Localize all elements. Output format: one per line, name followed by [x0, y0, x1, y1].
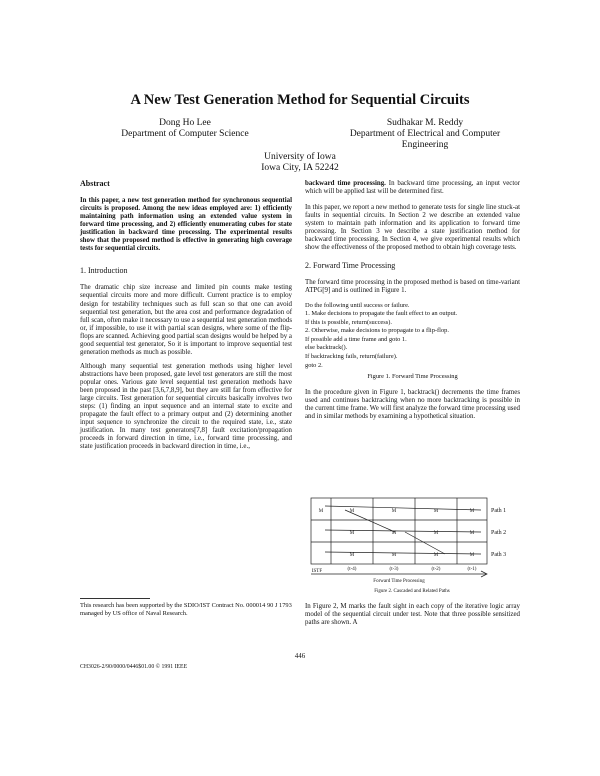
university-block: [200, 152, 400, 174]
fault-site-label: M: [469, 531, 475, 536]
fault-site-label: M: [391, 509, 397, 514]
figure2-caption: Figure 2. Cascaded and Related Paths: [374, 589, 450, 594]
right-paragraph-1: In this paper, we report a new method to generate tests for single line stuck-at faults in sequential circuits. In Section 2 we describe an extended value system to maintain path information and its application to forward time processing. In Section 3 we describe a state justification method for backward time processing. In Section 4, we give experimental results which show the effectiveness of the proposed method to obtain high coverage tests.: [305, 204, 520, 252]
fault-site-label: M: [391, 553, 397, 558]
page-number: 446: [294, 652, 306, 660]
author-block-2: [320, 118, 530, 151]
author-block-1: [95, 118, 275, 140]
author-name-2: Sudhakar M. Reddy: [386, 118, 464, 128]
footnote-rule: [80, 598, 150, 599]
section2-heading: 2. Forward Time Processing: [305, 261, 396, 271]
time-label: (t-4): [347, 567, 357, 572]
code-line: 2. Otherwise, make decisions to propagate to a flip-flop.: [305, 327, 449, 335]
intro-paragraph-2: Although many sequential test generation methods using higher level abstractions have been proposed, gate level test generators are still the most popular ones. Various gate level sequential test generation methods have been proposed in the past [3,6,7,8,9], but they are still far from effective for large circuits. Test generation for sequential circuits basically involves two steps: (1) finding an input sequence and an internal state to excite and propagate the fault effect to a primary output and (2) determining another input sequence to synchronize the circuit to the required state, i.e., state justification. In many test generators[7,8] fault excitation/propagation proceeds in forward direction in time, i.e., forward time processing, and state justification proceeds in backward direction in time, i.e.,: [80, 362, 292, 451]
left-column: [80, 180, 292, 457]
fault-site-label: M: [349, 509, 355, 514]
author-affiliation-2b: Engineering: [401, 140, 449, 150]
figure1-caption: Figure 1. Forward Time Processing: [367, 373, 458, 381]
intro-heading: 1. Introduction: [80, 266, 128, 276]
fault-site-label: M: [318, 509, 324, 514]
code-line: If this is possible, return(success).: [305, 318, 392, 326]
right-paragraph-0: In backward time processing, an input vector which will be applied last will be determined first.: [305, 180, 521, 196]
path-label-3: Path 3: [491, 552, 507, 558]
code-line: Do the following until success or failure.: [305, 301, 410, 309]
fault-site-label: M: [391, 531, 397, 536]
author-name-1: Dong Ho Lee: [159, 118, 211, 128]
right-paragraph-3: In the procedure given in Figure 1, backtrack() decrements the time frames used and continues backtracking when no more backtracking is possible in the current time frame. We will first analyze the forward time processing used and in similar methods by examining a hypothetical situation.: [305, 389, 520, 421]
author-affiliation-2a: Department of Electrical and Computer: [349, 129, 501, 139]
code-line: If backtracking fails, return(failure).: [305, 353, 398, 361]
abstract-heading: Abstract: [80, 179, 110, 188]
footnote: This research has been supported by the SDIO/IST Contract No. 000014 90 J 1793 managed by US office of Naval Research.: [80, 602, 292, 617]
code-line: If possible add a time frame and goto 1.: [305, 335, 407, 343]
abstract-text: In this paper, a new test generation method for synchronous sequential circuits is proposed. Among the new ideas employed are: 1) efficiently maintaining path information using an extended value system in forward time processing, and 2) efficiently enumerating cubes for state justification in backward time processing. The experimental results show that the proposed method is effective in generating high coverage tests for sequential circuits.: [80, 197, 292, 253]
right-column-bottom: [305, 603, 520, 633]
author-affiliation-1: Department of Computer Science: [121, 129, 249, 139]
university-city: Iowa City, IA 52242: [261, 163, 339, 173]
right-paragraph-2: The forward time processing in the proposed method is based on time-variant ATPG[9] and is outlined in Figure 1.: [305, 279, 520, 295]
fault-site-label: M: [469, 509, 475, 514]
time-label: ISTF: [311, 569, 323, 574]
fault-site-label: M: [349, 553, 355, 558]
university-name: University of Iowa: [264, 152, 336, 162]
time-label: (t-1): [467, 567, 477, 572]
code-line: else backtrack().: [305, 344, 348, 352]
right-paragraph-4: In Figure 2, M marks the fault sight in each copy of the iterative logic array model of the sequential circuit under test. Note that three possible sensitized paths are shown. A: [305, 603, 520, 627]
path-label-2: Path 2: [491, 530, 507, 536]
fault-site-label: M: [433, 531, 439, 536]
axis-label: Forward Time Processing: [373, 579, 425, 584]
backward-time-term: backward time processing.: [305, 180, 386, 187]
paper-title: A New Test Generation Method for Sequential Circuits: [130, 92, 470, 108]
code-line: goto 2.: [305, 361, 323, 369]
fault-site-label: M: [349, 531, 355, 536]
footer-copyright: CH3026-2/90/0000/0446$01.00 © 1991 IEEE: [80, 664, 188, 670]
path-label-1: Path 1: [491, 508, 507, 514]
fault-site-label: M: [433, 509, 439, 514]
procedure-listing: [305, 302, 520, 371]
fault-site-label: M: [469, 553, 475, 558]
fault-site-label: M: [433, 553, 439, 558]
figure2-diagram: [305, 496, 520, 594]
intro-paragraph-1: The dramatic chip size increase and limited pin counts make testing sequential circuits more and more difficult. Current practice is to employ design for testability techniques such as full scan so that one can avoid sequential test generation, but the area cost and performance degradation of full scan, often make it necessary to use a sequential test generation methods or, if impossible, to use it with partial scan designs, where some of the flip-flops are scanned. Achieving good partial scan designs would be helped by a good sequential test generator, So it is important to improve sequential test generation methods as much as possible.: [80, 284, 292, 356]
right-column: [305, 180, 520, 428]
time-label: (t-2): [431, 567, 441, 572]
code-line: 1. Make decisions to propagate the fault effect to an output.: [305, 310, 458, 318]
time-label: (t-3): [389, 567, 399, 572]
